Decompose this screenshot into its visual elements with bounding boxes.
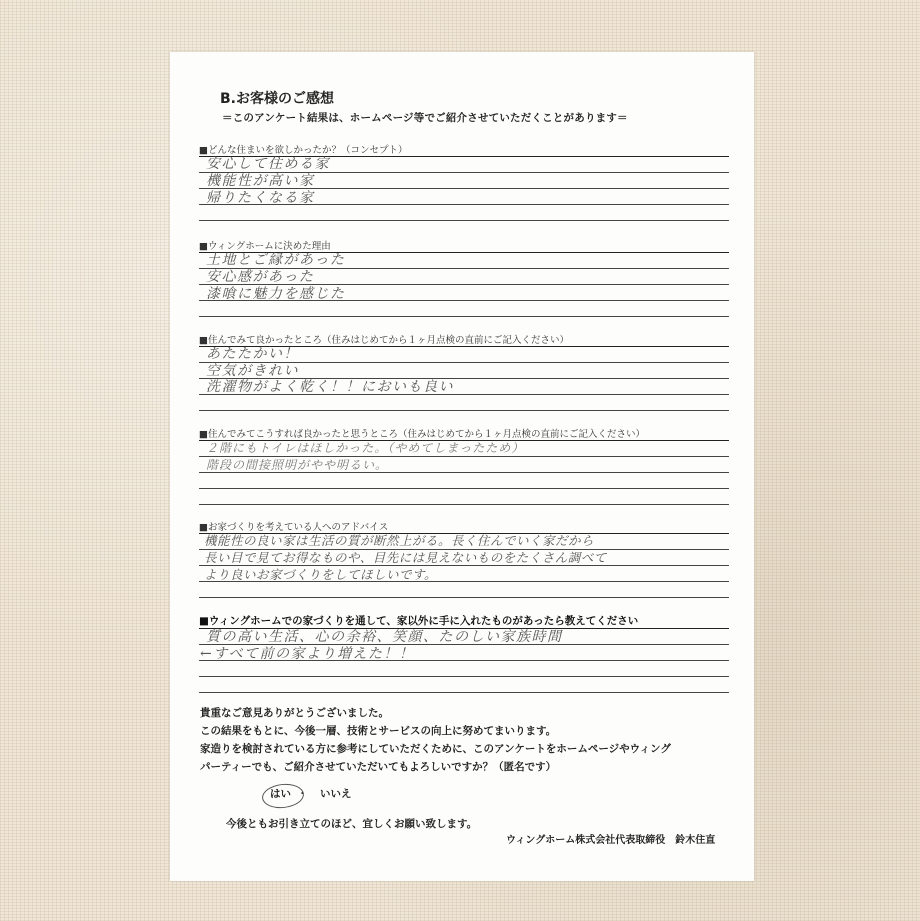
question-title-reason: ■ウィングホームに決めた理由 [199,241,331,252]
closing-line: パーティーでも、ご紹介させていただいてもよろしいですか？（匿名です） [200,761,557,773]
option-no[interactable]: いいえ [320,788,352,800]
handwritten-answer: ←すべて前の家より増えた！！ [200,646,415,662]
closing-line: 家造りを検討されている方に参考にしていただくために、このアンケートをホームページやウィング [200,743,671,755]
handwritten-answer: 漆喰に魅力を感じた [206,286,346,302]
closing-line: 貴重なご意見ありがとうございました。 [200,707,389,719]
handwritten-answer: 機能性の良い家は生活の質が断然上がる。長く住んでいく家だから [204,533,595,548]
handwritten-answer: 帰りたくなる家 [206,190,315,206]
question-title-advice: ■お家づくりを考えている人へのアドバイス [199,522,389,533]
handwritten-answer: 質の高い生活、心の余裕、笑顔、たのしい家族時間 [206,629,563,645]
handwritten-answer: ２階にもトイレはほしかった。（やめてしまったため） [206,441,525,455]
handwritten-answer: より良いお家づくりをしてほしいです。 [204,567,438,582]
handwritten-answer: 空気がきれい [206,363,299,379]
handwritten-answer: 安心して住める家 [206,156,330,172]
question-title-gains: ■ウィングホームでの家づくりを通して、家以外に手に入れたものがあったら教えてください [199,615,639,627]
closing-line: この結果をもとに、今後一層、技術とサービスの向上に努めてまいります。 [200,725,557,737]
handwritten-answer: 長い目で見てお得なものや、目先には見えないものをたくさん調べて [204,550,607,565]
company-signature: ウィングホーム株式会社代表取締役 鈴木住直 [506,835,716,846]
question-title-concept: ■どんな住まいを欲しかったか？（コンセプト） [199,145,408,156]
closing-message [200,704,671,776]
handwritten-answer: 機能性が高い家 [206,173,315,189]
section-title: B.お客様のご感想 [220,91,334,107]
option-separator: ・ [297,788,308,800]
handwritten-answer: 土地とご縁があった [206,252,346,268]
option-yes[interactable]: はい [270,788,291,800]
publication-notice: ＝このアンケート結果は、ホームページ等でご紹介させていただくことがあります＝ [222,112,628,124]
handwritten-answer: 安心感があった [206,269,315,285]
question-title-good-points: ■住んでみて良かったところ（住みはじめてから１ヶ月点検の直前にご記入ください） [199,335,569,346]
closing-thanks: 今後ともお引き立てのほど、宜しくお願い致します。 [226,818,478,830]
handwritten-answer: あたたかい！ [206,346,299,362]
question-title-improvements: ■住んでみてこうすれば良かったと思うところ（住みはじめてから１ヶ月点検の直前にご記入ください） [199,429,645,440]
handwritten-answer: 階段の間接照明がやや明るい。 [206,458,389,472]
handwritten-answer: 洗濯物がよく乾く！！においも良い [206,379,454,395]
survey-sheet [170,52,754,881]
